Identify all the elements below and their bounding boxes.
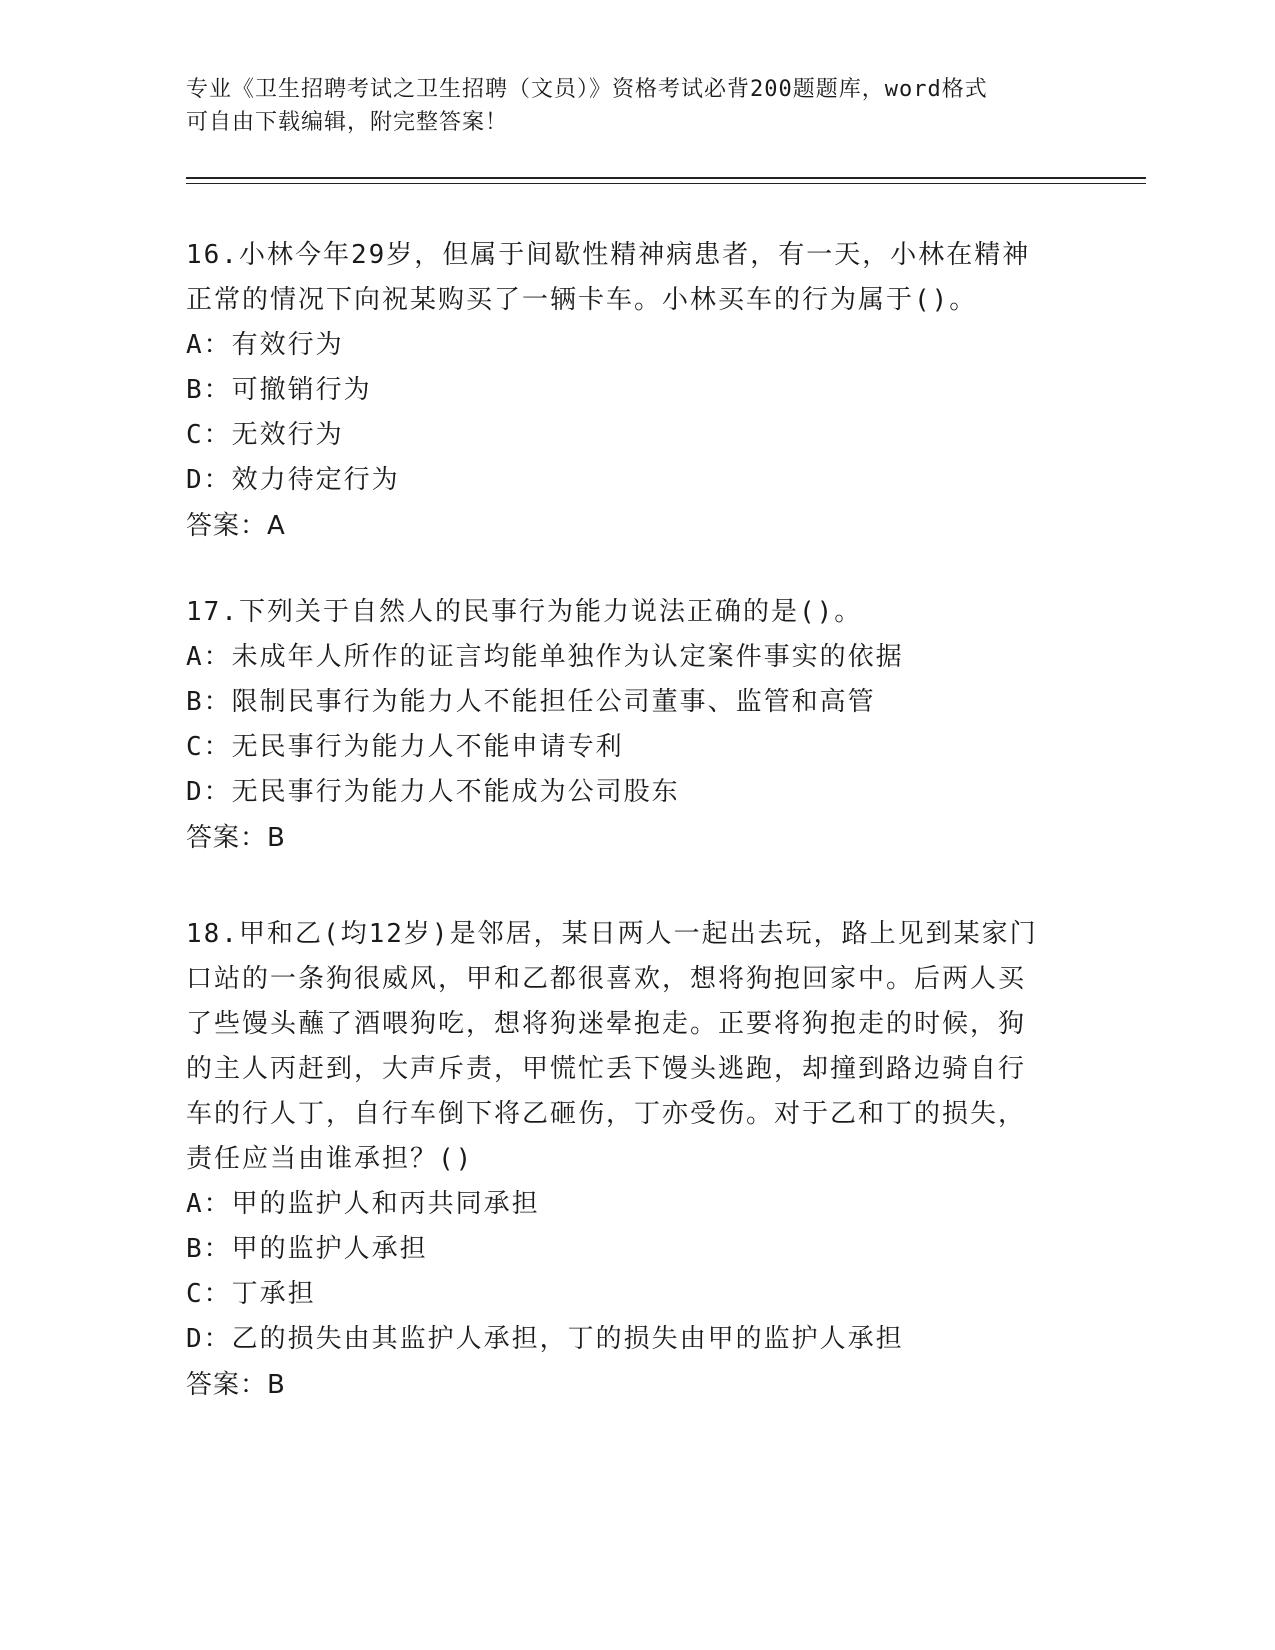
option-b: B：甲的监护人承担 <box>186 1234 428 1264</box>
option-b: B：限制民事行为能力人不能担任公司董事、监管和高管 <box>186 687 876 717</box>
question-stem-line: 责任应当由谁承担？() <box>186 1144 474 1174</box>
option-b: B：可撤销行为 <box>186 375 372 405</box>
question-stem-line: 正常的情况下向祝某购买了一辆卡车。小林买车的行为属于()。 <box>186 285 978 315</box>
question-stem-line: 的主人丙赶到，大声斥责，甲慌忙丢下馒头逃跑，却撞到路边骑自行 <box>186 1054 1027 1084</box>
answer: 答案：B <box>186 823 286 853</box>
question-stem-line: 了些馒头蘸了酒喂狗吃，想将狗迷晕抱走。正要将狗抱走的时候，狗 <box>186 1009 1027 1039</box>
answer: 答案：A <box>186 511 286 541</box>
question-16 <box>186 233 1066 549</box>
option-d: D：无民事行为能力人不能成为公司股东 <box>186 777 680 807</box>
answer: 答案：B <box>186 1370 286 1400</box>
header-divider-thick <box>186 177 1146 179</box>
header-line-1: 专业《卫生招聘考试之卫生招聘（文员）》资格考试必背200题题库，word格式 <box>186 77 988 102</box>
question-stem-line: 车的行人丁，自行车倒下将乙砸伤，丁亦受伤。对于乙和丁的损失， <box>186 1099 1027 1129</box>
option-c: C：丁承担 <box>186 1279 316 1309</box>
document-header <box>186 73 1086 139</box>
question-stem-line: 17.下列关于自然人的民事行为能力说法正确的是()。 <box>186 597 863 627</box>
option-c: C：无民事行为能力人不能申请专利 <box>186 732 624 762</box>
question-stem-line: 口站的一条狗很威风，甲和乙都很喜欢，想将狗抱回家中。后两人买 <box>186 964 1027 994</box>
option-a: A：未成年人所作的证言均能单独作为认定案件事实的依据 <box>186 642 904 672</box>
header-divider-thin <box>186 183 1146 184</box>
option-c: C：无效行为 <box>186 420 344 450</box>
option-d: D：乙的损失由其监护人承担，丁的损失由甲的监护人承担 <box>186 1324 904 1354</box>
option-a: A：有效行为 <box>186 330 344 360</box>
option-d: D：效力待定行为 <box>186 465 400 495</box>
option-a: A：甲的监护人和丙共同承担 <box>186 1189 540 1219</box>
question-18 <box>186 912 1066 1408</box>
header-line-2: 可自由下载编辑，附完整答案！ <box>186 110 509 135</box>
question-stem-line: 18.甲和乙(均12岁)是邻居，某日两人一起出去玩，路上见到某家门 <box>186 919 1038 949</box>
question-stem-line: 16.小林今年29岁，但属于间歇性精神病患者，有一天，小林在精神 <box>186 240 1031 270</box>
question-17 <box>186 590 1066 861</box>
